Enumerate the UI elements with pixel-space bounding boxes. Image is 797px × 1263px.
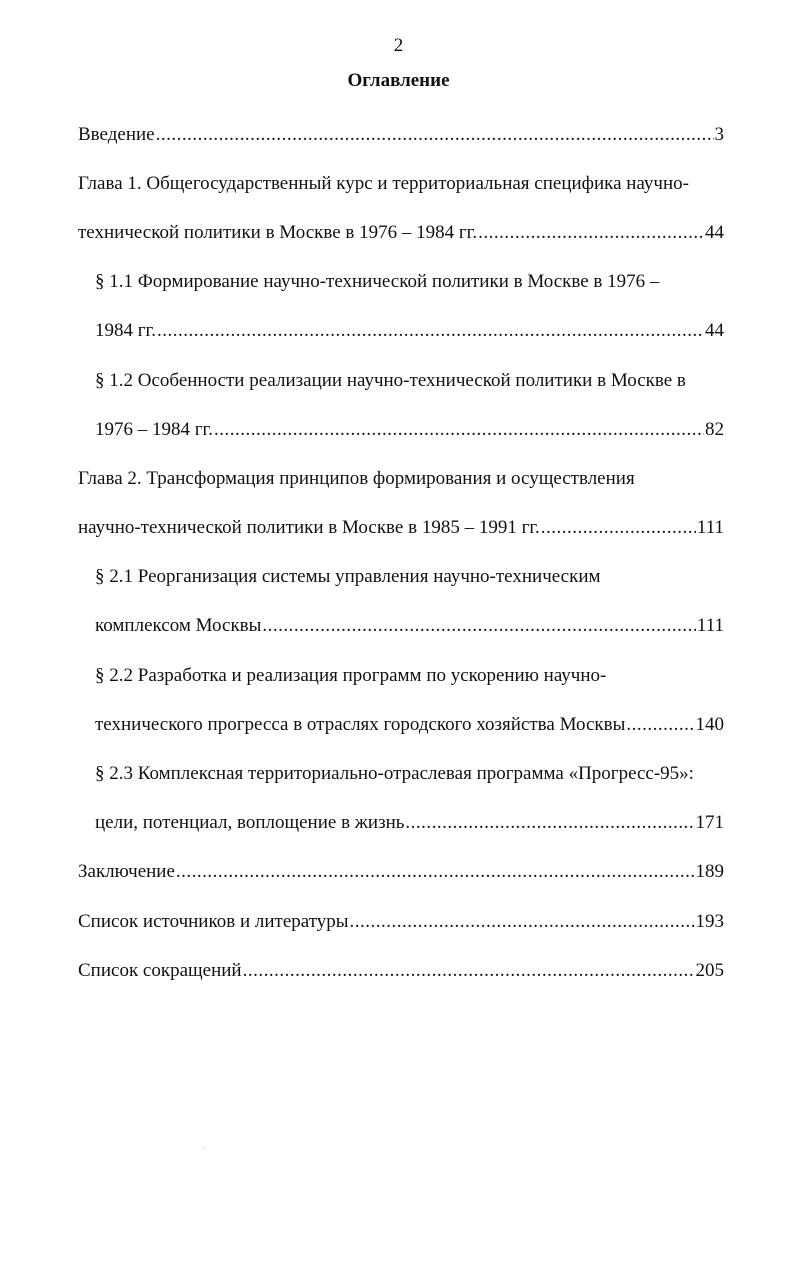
dot-leader — [214, 418, 704, 442]
toc-entry-text: цели, потенциал, воплощение в жизнь — [95, 812, 405, 834]
toc-entry-sources[interactable] — [78, 897, 724, 946]
toc-page-number: 171 — [695, 812, 724, 834]
toc-entry-text: 1984 гг. — [95, 320, 156, 342]
toc-entry-text: Введение — [78, 123, 155, 145]
toc-entry-abbreviations[interactable] — [78, 946, 724, 995]
toc-entry-text: § 2.2 Разработка и реализация программ по ускорению научно- — [95, 664, 607, 686]
dot-leader — [626, 713, 694, 737]
toc-entry-text: § 1.2 Особенности реализации научно-технической политики в Москве в — [95, 369, 686, 391]
toc-entry-text: технического прогресса в отраслях городского хозяйства Москвы — [95, 713, 626, 735]
toc-page-number: 205 — [695, 959, 724, 981]
toc-page-number: 44 — [705, 320, 724, 342]
toc-page-number: 3 — [714, 123, 724, 145]
toc-entry-text: Заключение — [78, 861, 175, 883]
toc-entry-text: § 2.1 Реорганизация системы управления научно-техническим — [95, 566, 601, 588]
toc-entry-text: Список источников и литературы — [78, 910, 349, 932]
dot-leader — [176, 860, 695, 884]
toc-page-number: 44 — [705, 221, 724, 243]
toc-entry-text: научно-технической политики в Москве в 1985 – 1991 гг. — [78, 517, 540, 539]
toc-entry-text: комплексом Москвы — [95, 615, 262, 637]
table-of-contents — [78, 110, 724, 995]
toc-entry-text: § 2.3 Комплексная территориально-отраслевая программа «Прогресс-95»: — [95, 763, 694, 785]
toc-entry-section-2-3[interactable] — [78, 749, 724, 798]
dot-leader — [541, 516, 696, 540]
toc-entry-text: Глава 2. Трансформация принципов формирования и осуществления — [78, 467, 635, 489]
toc-page-number: 140 — [695, 713, 724, 735]
toc-entry-text: § 1.1 Формирование научно-технической политики в Москве в 1976 – — [95, 271, 660, 293]
toc-page-number: 193 — [695, 910, 724, 932]
page-title: Оглавление — [347, 70, 450, 91]
dot-leader — [243, 959, 695, 983]
toc-entry-chapter-1-cont[interactable] — [78, 208, 724, 257]
toc-entry-section-2-2[interactable] — [78, 651, 724, 700]
toc-entry-chapter-2-cont[interactable] — [78, 504, 724, 553]
dot-leader — [156, 123, 714, 147]
toc-entry-introduction[interactable] — [78, 110, 724, 159]
toc-page-number: 111 — [696, 517, 724, 539]
dot-leader — [350, 910, 695, 934]
toc-entry-section-2-1[interactable] — [78, 553, 724, 602]
page-number: 2 — [393, 35, 404, 56]
toc-entry-conclusion[interactable] — [78, 848, 724, 897]
toc-entry-section-2-3-cont[interactable] — [78, 799, 724, 848]
toc-page-number: 82 — [705, 418, 724, 440]
toc-entry-text: технической политики в Москве в 1976 – 1984 гг. — [78, 221, 478, 243]
toc-entry-section-1-1[interactable] — [78, 258, 724, 307]
toc-entry-section-2-1-cont[interactable] — [78, 602, 724, 651]
toc-entry-section-1-2[interactable] — [78, 356, 724, 405]
dot-leader — [157, 319, 704, 343]
toc-entry-section-1-2-cont[interactable] — [78, 405, 724, 454]
toc-page-number: 111 — [696, 615, 724, 637]
toc-entry-section-1-1-cont[interactable] — [78, 307, 724, 356]
dot-leader — [478, 221, 704, 245]
toc-entry-section-2-2-cont[interactable] — [78, 700, 724, 749]
toc-entry-text: 1976 – 1984 гг. — [95, 418, 213, 440]
dot-leader — [262, 614, 695, 638]
toc-entry-text: Список сокращений — [78, 959, 242, 981]
toc-entry-text: Глава 1. Общегосударственный курс и территориальная специфика научно- — [78, 172, 689, 194]
toc-page-number: 189 — [695, 861, 724, 883]
dot-leader — [405, 811, 694, 835]
toc-entry-chapter-2[interactable] — [78, 454, 724, 503]
scan-speck — [204, 1147, 205, 1148]
toc-entry-chapter-1[interactable] — [78, 159, 724, 208]
